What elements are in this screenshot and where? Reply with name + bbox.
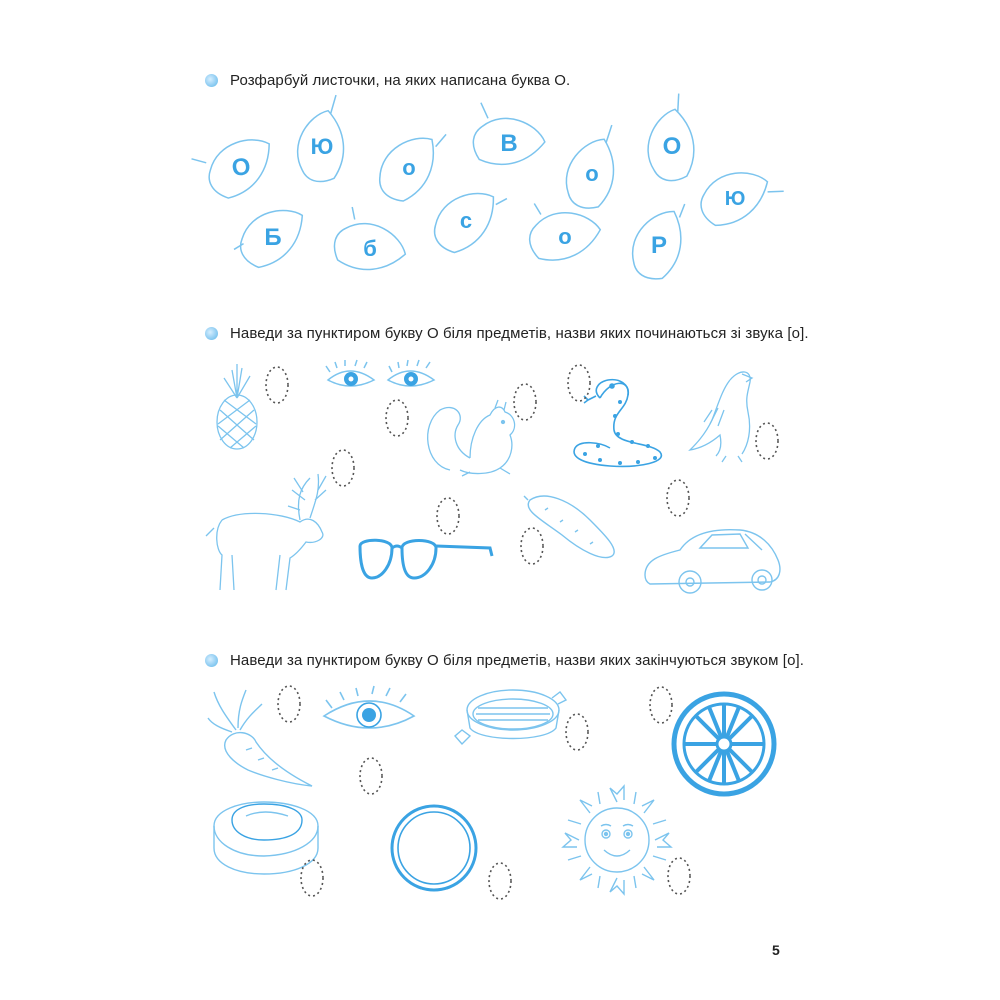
reindeer-icon [206,474,326,590]
page-number: 5 [772,942,780,958]
dotted-oval[interactable] [650,687,672,723]
leaf-5[interactable] [551,125,647,218]
leaf-letter: О [230,152,253,183]
carrot-icon [208,690,312,786]
leaf-12[interactable] [618,199,713,288]
task-3-text: Наведи за пунктиром букву О біля предметів, назви яких закінчуються звуком [о]. [230,652,805,669]
eagle-icon [690,372,752,462]
snake-icon [574,380,661,467]
dotted-oval[interactable] [566,714,588,750]
car-icon [645,530,780,593]
leaf-letter: о [585,161,599,186]
eye-icon [324,686,414,728]
leaf-letter: О [662,133,682,160]
leaf-letter: Р [650,232,668,259]
dotted-oval[interactable] [386,400,408,436]
pineapple-icon [217,364,257,449]
soap-dish-icon [214,802,318,874]
leaf-10[interactable] [429,188,515,255]
sun-icon [563,786,671,894]
glasses-icon [360,540,492,578]
leaf-9[interactable] [320,203,410,291]
task-3 [205,652,804,669]
dotted-oval[interactable] [332,450,354,486]
bullet-icon [205,327,218,340]
section-3-pictures [0,680,1000,940]
leaf-letter: б [363,236,377,261]
eyes-icon [326,360,434,386]
dotted-oval[interactable] [278,686,300,722]
leaf-letter: В [500,130,518,157]
dotted-oval[interactable] [360,758,382,794]
section-2-pictures [0,350,1000,650]
task-2-text: Наведи за пунктиром букву О біля предметів, назви яких починаються зі звука [о]. [230,325,809,342]
task-1-text: Розфарбуй листочки, на яких написана буква О. [230,72,571,89]
dotted-oval[interactable] [266,367,288,403]
leaf-letter: Ю [310,134,334,159]
leaf-letter: о [402,155,416,180]
bullet-icon [205,654,218,667]
dotted-oval[interactable] [489,863,511,899]
squirrel-icon [428,400,515,476]
leaf-letter: Б [264,224,282,251]
leaf-7[interactable] [699,169,785,231]
leaf-letter: Ю [724,188,746,210]
dotted-oval[interactable] [668,858,690,894]
dotted-oval[interactable] [521,528,543,564]
leaf-6[interactable] [633,93,723,189]
leaf-letter: о [558,224,572,249]
dotted-oval[interactable] [437,498,459,534]
leaf-11[interactable] [517,199,602,275]
dotted-oval[interactable] [514,384,536,420]
dotted-oval[interactable] [756,423,778,459]
leaf-letter: с [459,208,473,233]
dotted-oval[interactable] [667,480,689,516]
sieve-icon [455,690,566,744]
cucumber-icon [524,496,614,558]
dotted-oval[interactable] [568,365,590,401]
leaf-4[interactable] [456,99,548,184]
task-2 [205,325,809,342]
leaf-2[interactable] [282,93,376,190]
leaves-area [0,0,1000,300]
leaf-8[interactable] [231,209,306,270]
ring-icon [392,806,476,890]
leaf-1[interactable] [190,137,276,202]
wheel-icon [674,694,774,794]
leaf-3[interactable] [369,128,462,207]
